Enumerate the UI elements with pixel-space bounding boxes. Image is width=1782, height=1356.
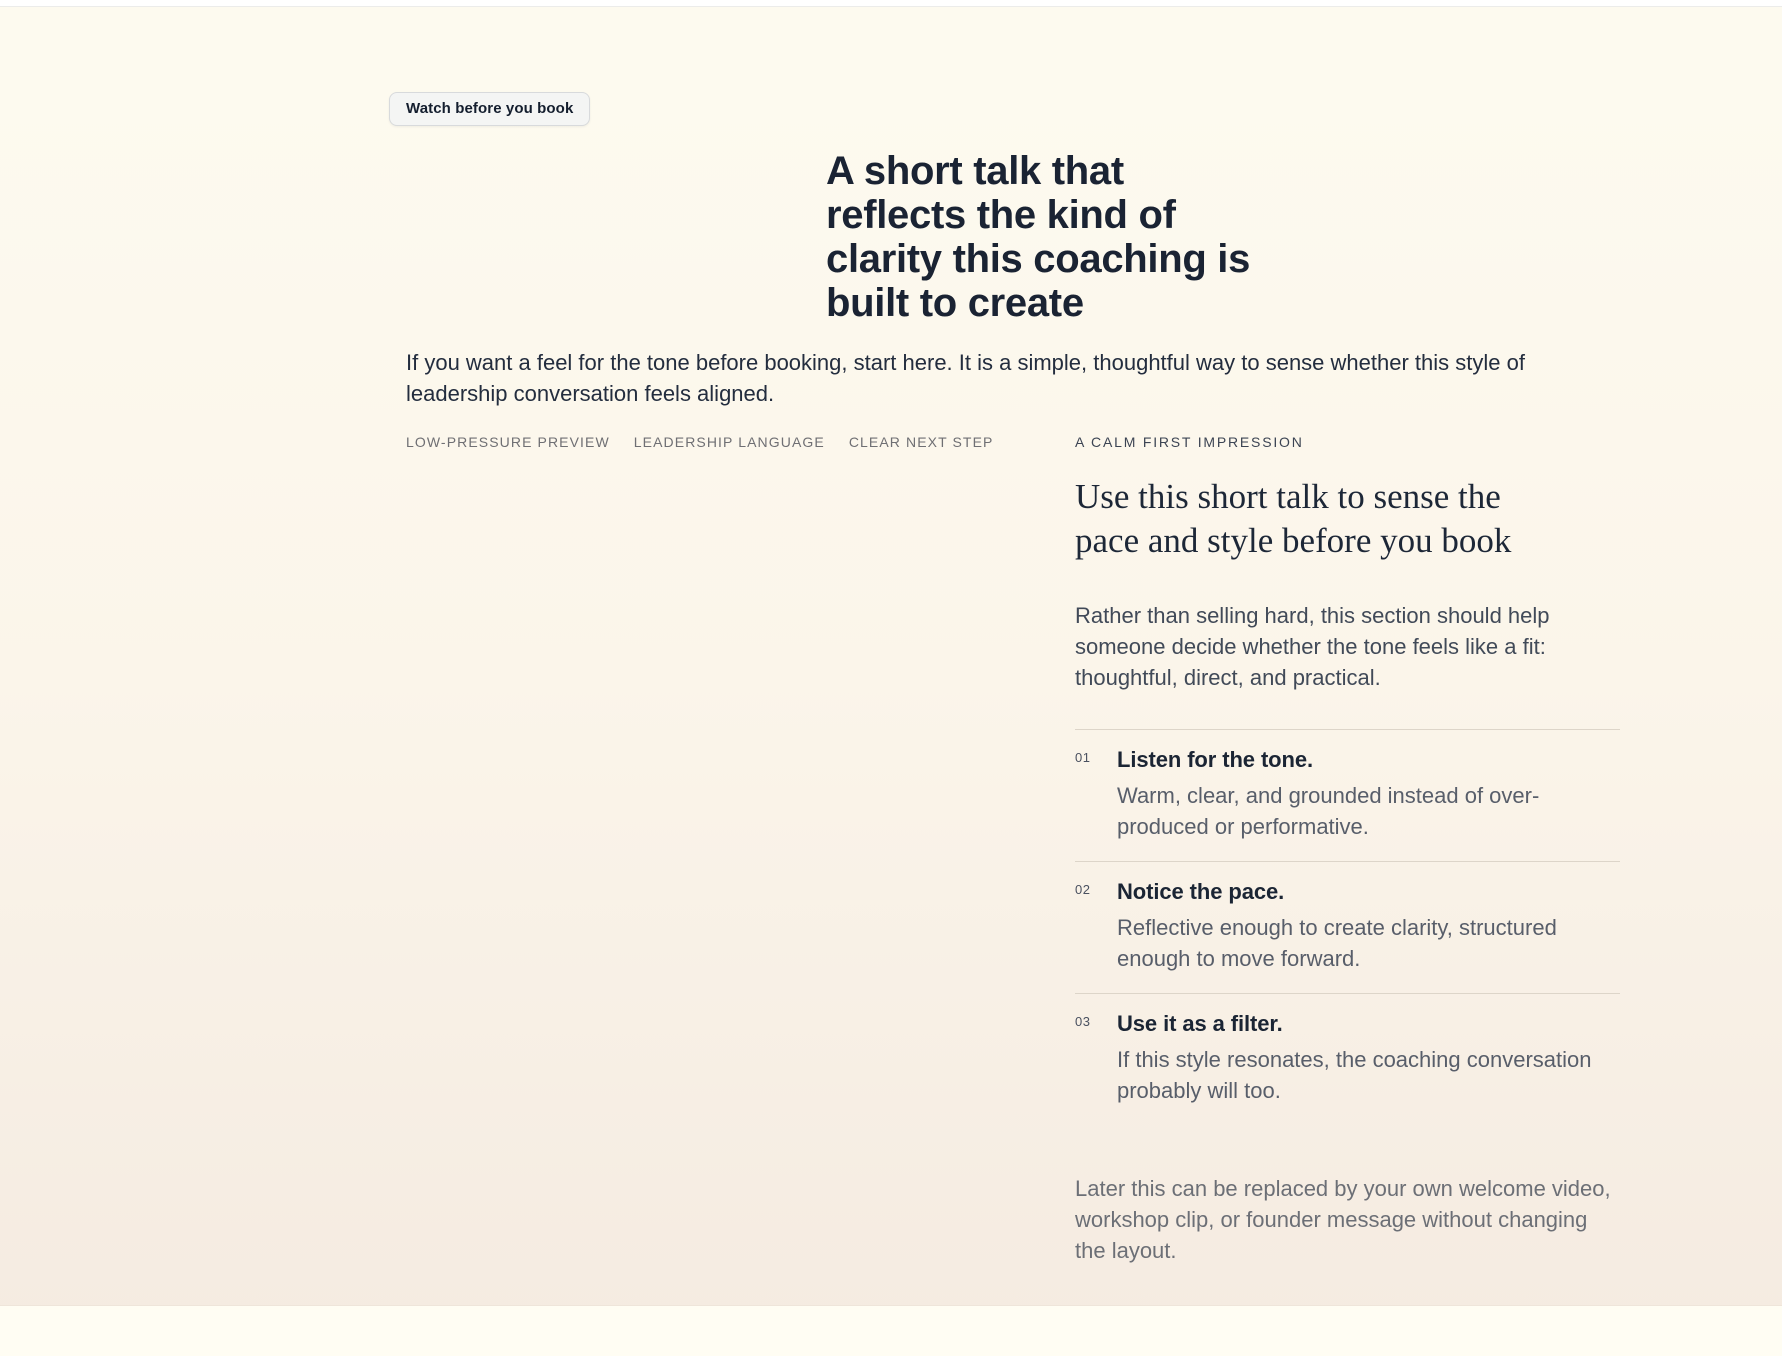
step-description: Warm, clear, and grounded instead of over-produced or performative.	[1117, 783, 1540, 839]
steps-list	[1075, 729, 1620, 1125]
previous-section-edge	[0, 0, 1782, 7]
panel-heading-line: Use this short talk to sense the	[1075, 477, 1501, 516]
list-item	[1075, 729, 1620, 861]
step-description: If this style resonates, the coaching conversation probably will too.	[1117, 1047, 1592, 1103]
step-number: 03	[1075, 1014, 1091, 1029]
step-number: 01	[1075, 750, 1091, 765]
step-title: Notice the pace.	[1117, 879, 1285, 904]
panel-footnote: Later this can be replaced by your own welcome video, workshop clip, or founder message without changing the layout.	[1075, 1176, 1611, 1263]
step-number: 02	[1075, 882, 1091, 897]
feature-tag: LOW-PRESSURE PREVIEW	[406, 434, 610, 450]
step-title: Use it as a filter.	[1117, 1011, 1283, 1036]
panel-eyebrow: A CALM FIRST IMPRESSION	[1075, 434, 1304, 450]
heading-line: clarity this coaching is	[826, 237, 1251, 281]
list-item	[1075, 861, 1620, 993]
section-intro: If you want a feel for the tone before booking, start here. It is a simple, thoughtful way to sense whether this style of leadership conversation feels aligned.	[406, 350, 1525, 406]
feature-tag: CLEAR NEXT STEP	[848, 434, 994, 450]
heading-line: A short talk that	[826, 149, 1124, 193]
content-columns	[389, 434, 1620, 1266]
feature-tag: LEADERSHIP LANGUAGE	[633, 434, 825, 450]
panel-description: Rather than selling hard, this section should help someone decide whether the tone feels like a fit: thoughtful, direct, and practical.	[1075, 603, 1550, 690]
section-badge: Watch before you book	[389, 92, 590, 126]
video-preview-section	[0, 92, 1782, 1356]
section-heading	[826, 149, 1620, 325]
list-item	[1075, 993, 1620, 1125]
panel-heading	[1075, 475, 1620, 563]
step-description: Reflective enough to create clarity, structured enough to move forward.	[1117, 915, 1557, 971]
info-panel	[1075, 434, 1620, 1266]
step-body	[1117, 1011, 1620, 1106]
step-body	[1117, 879, 1620, 974]
video-column	[406, 434, 1075, 1266]
heading-line: reflects the kind of	[826, 193, 1176, 237]
next-section-edge	[0, 1305, 1782, 1356]
heading-line: built to create	[826, 281, 1084, 325]
step-body	[1117, 747, 1620, 842]
feature-tags	[406, 434, 1075, 450]
step-title: Listen for the tone.	[1117, 747, 1314, 772]
panel-heading-line: pace and style before you book	[1075, 521, 1512, 560]
badge-row	[389, 92, 1620, 126]
